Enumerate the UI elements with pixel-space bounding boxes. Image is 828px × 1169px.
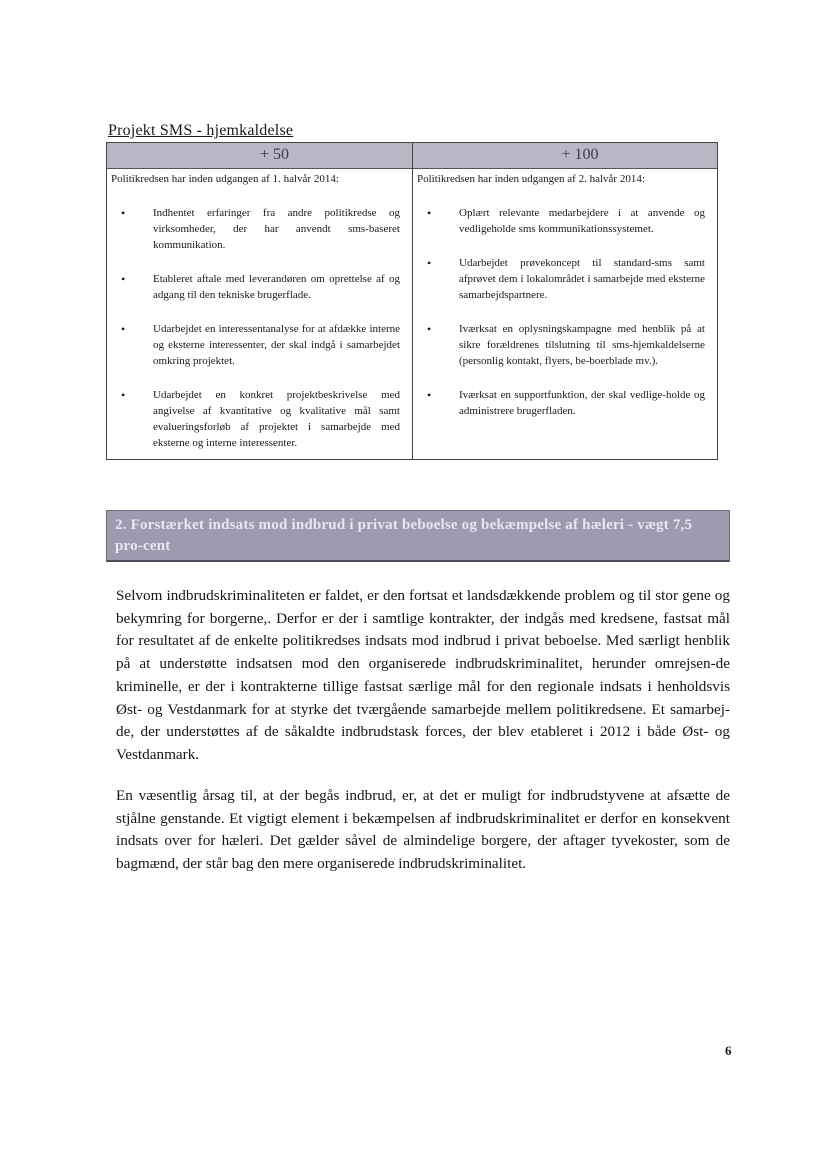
goal-intro-50: Politikredsen har inden udgangen af 1. halvår 2014:	[111, 173, 339, 185]
section-heading: 2. Forstærket indsats mod indbrud i privat beboelse og bekæmpelse af hæleri - vægt 7,5 pro-cent	[106, 510, 730, 562]
bullet-icon: •	[427, 256, 432, 270]
bullet-icon: •	[121, 206, 126, 220]
goal-header-100: + 100	[413, 143, 717, 169]
body-paragraph: Selvom indbrudskriminaliteten er faldet, er den fortsat et landsdækkende problem og til stor gene og bekymring for borgerne,. Derfor er der i samtlige kontrakter, der indgås med kredsene, fastsat mål for resultatet af de enkelte politikredses indsats mod indbrud i privat beboelse. Med særligt henblik på at understøtte indsatsen mod den organiserede indbrudskriminalitet, herunder omrejsen-de kriminelle, er der i kontrakterne tillige fastsat særlige mål for den regionale indsats i henholdsvis Øst- og Vestdanmark for at styrke det tværgående samarbejde mellem politikredsene. Et samarbej-de, der understøttes af de såkaldte indbrudstask forces, der blev etableret i 2012 i både Øst- og Vestdanmark.	[116, 587, 730, 763]
goal-header-50: + 50	[107, 143, 412, 169]
goal-list-50	[107, 205, 412, 451]
bullet-icon: •	[427, 206, 432, 220]
goal-item: • Iværksat en supportfunktion, der skal vedlige-holde og administrere brugerfladen.	[427, 388, 705, 417]
goal-intro-100: Politikredsen har inden udgangen af 2. halvår 2014:	[417, 173, 645, 185]
page-number: 6	[725, 1043, 732, 1058]
goal-item: • Iværksat en oplysningskampagne med henblik på at sikre forældrenes tilslutning til sms-hjemkaldelserne (personlig kontakt, flyers, be-boerblade mv.).	[427, 322, 705, 367]
goal-item: • Udarbejdet prøvekoncept til standard-sms samt afprøvet dem i lokalområdet i samarbejde med eksterne samarbejdspartnere.	[427, 256, 705, 301]
bullet-icon: •	[427, 388, 432, 402]
goal-item: • Indhentet erfaringer fra andre politikredse og virksomheder, der har anvendt sms-baseret kommunikation.	[121, 206, 400, 251]
bullet-icon: •	[121, 322, 126, 336]
body-paragraph: En væsentlig årsag til, at der begås indbrud, er, at det er muligt for indbrudstyvene at afsætte de stjålne genstande. Et vigtigt element i bekæmpelsen af indbrudskriminalitet er derfor en konsekvent indsats over for hæleri. Det gælder såvel de almindelige borgere, der aftager tyvekoster, som de bagmænd, der står bag den mere organiserede indbrudskriminalitet.	[116, 787, 730, 873]
goal-item: • Udarbejdet en interessentanalyse for at afdække interne og eksterne interessenter, der skal indgå i samarbejdet omkring projektet.	[121, 322, 400, 367]
goal-item: • Etableret aftale med leverandøren om oprettelse af og adgang til den tekniske brugerflade.	[121, 272, 400, 301]
goal-list-100	[413, 205, 717, 419]
goal-item: • Oplært relevante medarbejdere i at anvende og vedligeholde sms kommunikationssystemet.	[427, 206, 705, 235]
goal-item: • Udarbejdet en konkret projektbeskrivelse med angivelse af kvantitative og kvalitative mål samt evalueringsforløb af projektet i samarbejde med eksterne og interne interessenter.	[121, 388, 400, 449]
goal-column-50	[107, 143, 412, 459]
bullet-icon: •	[121, 272, 126, 286]
project-title: Projekt SMS - hjemkaldelse	[108, 122, 294, 139]
bullet-icon: •	[121, 388, 126, 402]
bullet-icon: •	[427, 322, 432, 336]
goal-table	[106, 142, 718, 460]
goal-column-100	[412, 143, 717, 459]
